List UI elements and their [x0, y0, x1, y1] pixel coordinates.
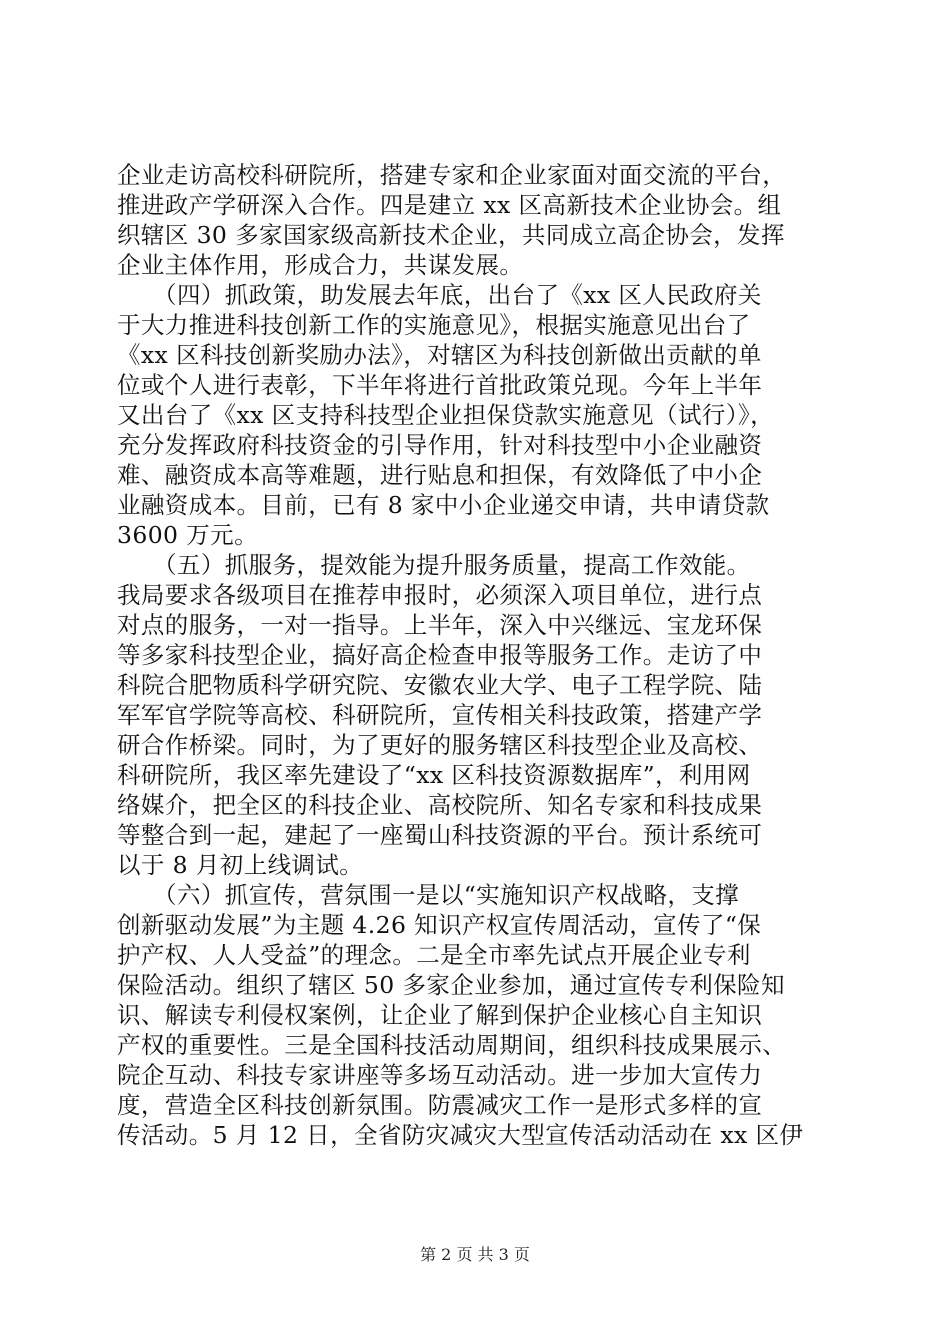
text-line: 企业走访高校科研院所，搭建专家和企业家面对面交流的平台，: [117, 161, 787, 189]
text-line: （六）抓宣传，营氛围一是以“实施知识产权战略，支撑: [117, 881, 740, 909]
text-line: 业融资成本。目前，已有 8 家中小企业递交申请，共申请贷款: [117, 491, 770, 519]
text-line: 度，营造全区科技创新氛围。防震减灾工作一是形式多样的宣: [117, 1091, 763, 1119]
text-line: 等整合到一起，建起了一座蜀山科技资源的平台。预计系统可: [117, 821, 763, 849]
text-line: 《xx 区科技创新奖励办法》，对辖区为科技创新做出贡献的单: [117, 341, 762, 369]
text-line: 充分发挥政府科技资金的引导作用，针对科技型中小企业融资: [117, 431, 763, 459]
text-line: 位或个人进行表彰，下半年将进行首批政策兑现。今年上半年: [117, 371, 763, 399]
document-body: [117, 160, 833, 1150]
text-line: 于大力推进科技创新工作的实施意见》，根据实施意见出台了: [117, 311, 751, 339]
text-line: 我局要求各级项目在推荐申报时，必须深入项目单位，进行点: [117, 581, 763, 609]
text-line: 科院合肥物质科学研究院、安徽农业大学、电子工程学院、陆: [117, 671, 763, 699]
text-line: 络媒介，把全区的科技企业、高校院所、知名专家和科技成果: [117, 791, 763, 819]
text-line: 对点的服务，一对一指导。上半年，深入中兴继远、宝龙环保: [117, 611, 763, 639]
text-line: 织辖区 30 多家国家级高新技术企业，共同成立高企协会，发挥: [117, 221, 785, 249]
text-line: 创新驱动发展”为主题 4.26 知识产权宣传周活动，宣传了“保: [117, 911, 762, 939]
text-line: 科研院所，我区率先建设了“xx 区科技资源数据库”，利用网: [117, 761, 751, 789]
text-line: 推进政产学研深入合作。四是建立 xx 区高新技术企业协会。组: [117, 191, 782, 219]
text-line: 难、融资成本高等难题，进行贴息和担保，有效降低了中小企: [117, 461, 763, 489]
text-line: 以于 8 月初上线调试。: [117, 851, 364, 879]
text-line: 识、解读专利侵权案例，让企业了解到保护企业核心自主知识: [117, 1001, 763, 1029]
text-line: 又出台了《xx 区支持科技型企业担保贷款实施意见（试行）》，: [117, 401, 774, 429]
text-line: 企业主体作用，形成合力，共谋发展。: [117, 251, 524, 279]
text-line: 军军官学院等高校、科研院所，宣传相关科技政策，搭建产学: [117, 701, 763, 729]
text-line: （四）抓政策，助发展去年底，出台了《xx 区人民政府关: [117, 281, 762, 309]
text-line: 研合作桥梁。同时，为了更好的服务辖区科技型企业及高校、: [117, 731, 763, 759]
text-line: 等多家科技型企业，搞好高企检查申报等服务工作。走访了中: [117, 641, 763, 669]
text-line: （五）抓服务，提效能为提升服务质量，提高工作效能。: [117, 551, 751, 579]
text-line: 护产权、人人受益”的理念。二是全市率先试点开展企业专利: [117, 941, 751, 969]
text-line: 3600 万元。: [117, 521, 258, 549]
text-line: 保险活动。组织了辖区 50 多家企业参加，通过宣传专利保险知: [117, 971, 785, 999]
page-footer: 第 2 页 共 3 页: [420, 1245, 530, 1264]
text-line: 产权的重要性。三是全国科技活动周期间，组织科技成果展示、: [117, 1031, 787, 1059]
text-line: 传活动。5 月 12 日，全省防灾减灾大型宣传活动活动在 xx 区伊: [117, 1121, 804, 1149]
text-line: 院企互动、科技专家讲座等多场互动活动。进一步加大宣传力: [117, 1061, 763, 1089]
